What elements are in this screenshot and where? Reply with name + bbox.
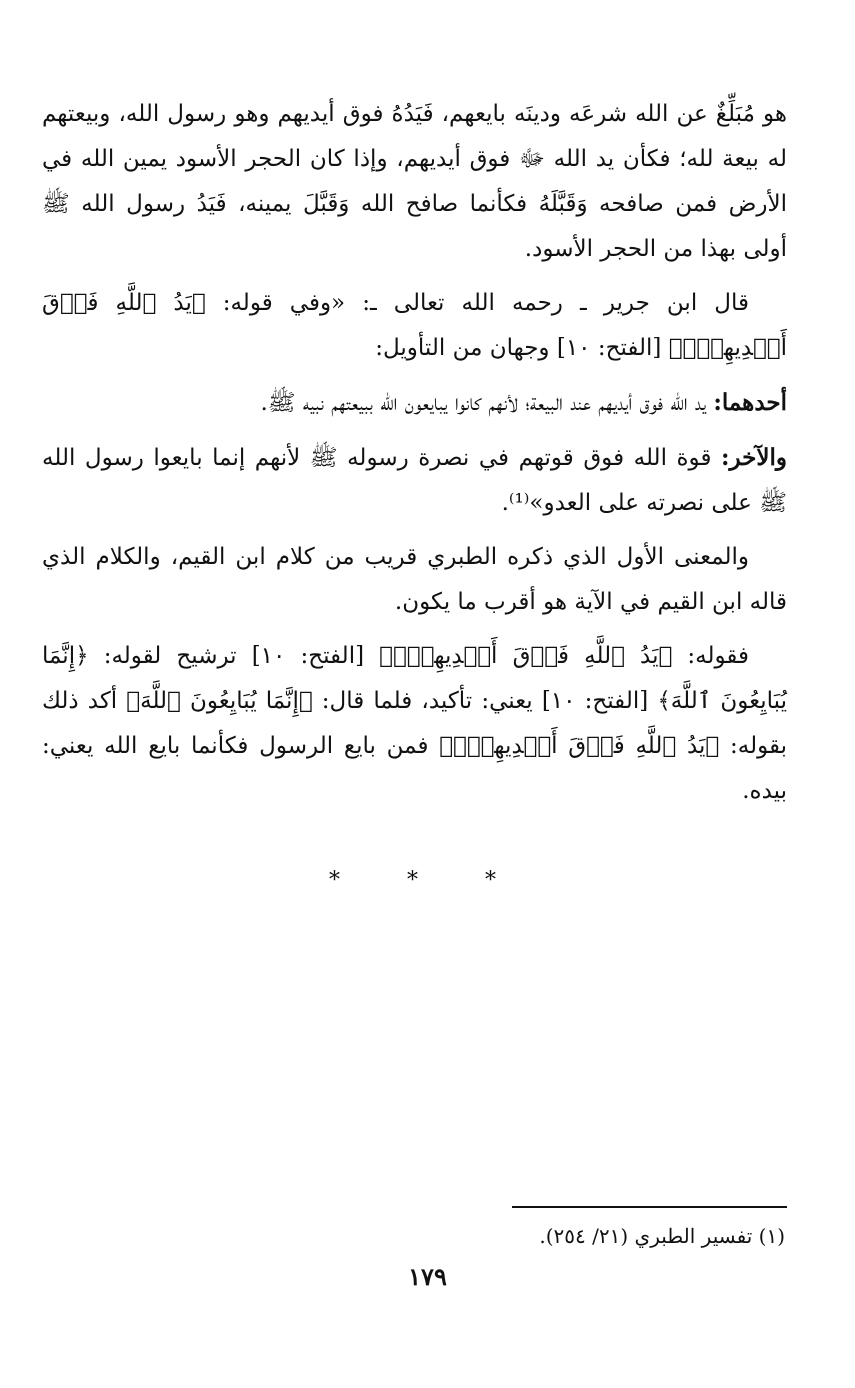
footnote-divider bbox=[512, 1206, 787, 1208]
paragraph-1-text: هو مُبَلِّغٌ عن الله شرعَه ودينَه بايعهم، فَيَدُهُ فوق أيديهم وهو رسول الله، وبيعتهم له بيعة لله؛ فكأن يد الله ﷻ فوق أيديهم، وإذا كان الحجر الأسود يمين الله في الأرض فمن صافحه وَقَبَّلَهُ فكأنما صافح الله وَقَبَّلَ يمينه، فَيَدُ رسول الله ﷺ أولى بهذا من الحجر الأسود. bbox=[42, 101, 787, 262]
paragraph-6 bbox=[42, 634, 787, 814]
paragraph-6-text: فقوله: ﴿يَدُ ٱللَّهِ فَوۡقَ أَيۡدِيهِمۡۚ﴾ [الفتح: ١٠] ترشيح لقوله: ﴿إِنَّمَا يُبَايِعُونَ ٱللَّهَ﴾ [الفتح: ١٠] يعني: تأكيد، فلما قال: ﴿إِنَّمَا يُبَايِعُونَ ٱللَّهَ﴾ أكد ذلك بقوله: ﴿يَدُ ٱللَّهِ فَوۡقَ أَيۡدِيهِمۡۚ﴾ فمن بايع الرسول فكأنما بايع الله يعني: بيده. bbox=[42, 643, 787, 804]
paragraph-2-text: قال ابن جرير ـ رحمه الله تعالى ـ: «وفي قوله: ﴿يَدُ ٱللَّهِ فَوۡقَ أَيۡدِيهِمۡۚ﴾ [الفتح: ١٠] وجهان من التأويل: bbox=[42, 290, 787, 361]
page-number: ١٧٩ bbox=[408, 1262, 447, 1291]
main-text bbox=[42, 92, 787, 823]
paragraph-5 bbox=[42, 535, 787, 625]
paragraph-3 bbox=[42, 380, 787, 426]
paragraph-4-text: قوة الله فوق قوتهم في نصرة رسوله ﷺ لأنهم إنما بايعوا رسول الله ﷺ على نصرته على العدو»⁽¹⁾. bbox=[42, 445, 787, 516]
paragraph-4 bbox=[42, 435, 787, 526]
section-separator: * * * bbox=[329, 868, 526, 893]
paragraph-3-lead: أحدهما: bbox=[713, 389, 787, 416]
paragraph-3-text: يد الله فوق أيديهم عند البيعة؛ لأنهم كانوا يبايعون الله ببيعتهم نبيه ﷺ. bbox=[260, 390, 714, 416]
paragraph-5-text: والمعنى الأول الذي ذكره الطبري قريب من كلام ابن القيم، والكلام الذي قاله ابن القيم في الآية هو أقرب ما يكون. bbox=[42, 544, 787, 615]
paragraph-4-lead: والآخر: bbox=[720, 444, 787, 471]
paragraph-2 bbox=[42, 281, 787, 371]
paragraph-1 bbox=[42, 92, 787, 272]
footnote: (١) تفسير الطبري (٢١/ ٢٥٤). bbox=[539, 1224, 785, 1248]
